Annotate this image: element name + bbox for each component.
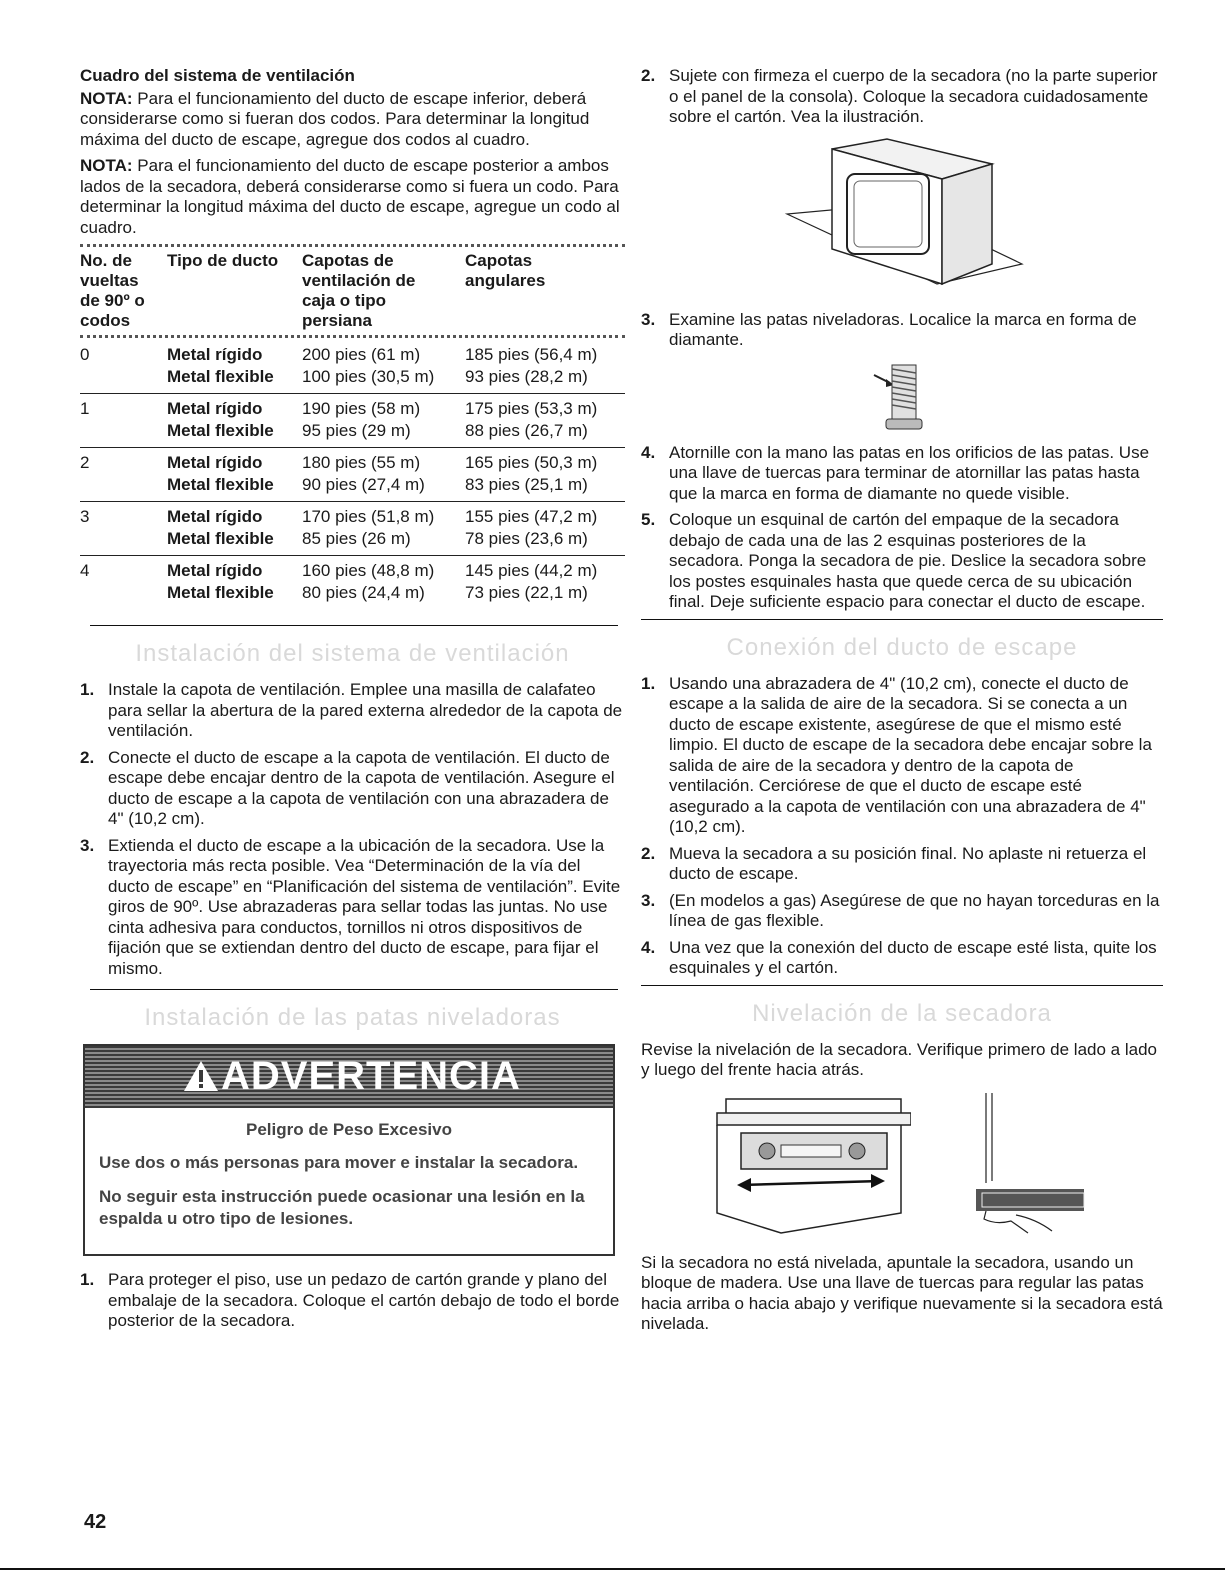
leveling-intro: Revise la nivelación de la secadora. Verifique primero de lado a lado y luego del frente hacia atrás. <box>641 1039 1157 1079</box>
cell-box <box>302 340 465 394</box>
vent-chart-heading: Cuadro del sistema de ventilación <box>80 66 355 85</box>
step-item <box>641 510 1163 613</box>
step-text: Examine las patas niveladoras. Localice la marca en forma de diamante. <box>669 309 1137 349</box>
warning-body <box>85 1108 613 1252</box>
duct-flex: Metal flexible <box>167 528 274 548</box>
cell-angled <box>465 448 625 502</box>
step-item <box>641 443 1163 505</box>
header-line: Tipo de ducto <box>167 251 279 270</box>
value: 170 pies (51,8 m) <box>302 507 435 526</box>
step-text: Sujete con firmeza el cuerpo de la secadora (no la parte superior o el panel de la consola). Coloque la secadora cuidadosamente sobre el cartón. Vea la ilustración. <box>669 66 1158 126</box>
step-item <box>641 891 1163 932</box>
value: 180 pies (55 m) <box>302 453 421 472</box>
cell-box <box>302 394 465 448</box>
step-item <box>641 844 1163 885</box>
cell-duct-type <box>167 556 302 610</box>
header-line: vueltas <box>80 271 139 290</box>
value: 88 pies (26,7 m) <box>465 420 588 440</box>
step-number: 5. <box>641 510 656 529</box>
table-header-divider <box>80 335 625 338</box>
value: 73 pies (22,1 m) <box>465 582 588 602</box>
header-line: codos <box>80 311 131 330</box>
leveling-legs-steps <box>80 1270 625 1332</box>
note-text: Para el funcionamiento del ducto de escape inferior, deberá considerarse como si fueran dos codos. Para determinar la longitud máxima del ducto de escape, agregue dos codos al cuadro. <box>80 88 590 149</box>
step-item <box>641 938 1163 979</box>
step-number: 2. <box>641 843 656 863</box>
page-number: 42 <box>84 1511 107 1533</box>
step-number: 2. <box>641 66 656 85</box>
step-number: 4. <box>641 442 656 462</box>
cell-duct-type <box>167 448 302 502</box>
note-bottom-exhaust <box>80 89 625 151</box>
duct-flex: Metal flexible <box>167 582 274 602</box>
warning-line: Use dos o más personas para mover e instalar la secadora. <box>99 1153 579 1172</box>
leveling-illustrations <box>641 1093 1163 1243</box>
section-divider <box>641 619 1163 620</box>
cell-turns: 0 <box>80 345 90 364</box>
header-turns <box>80 251 167 331</box>
step-item <box>641 674 1163 838</box>
section-title-vent-install: Instalación del sistema de ventilación <box>135 640 570 667</box>
cell-angled <box>465 502 625 556</box>
table-header-row <box>80 251 625 331</box>
exhaust-connection-steps <box>641 674 1163 979</box>
cell-angled <box>465 340 625 394</box>
duct-flex: Metal flexible <box>167 420 274 440</box>
table-row <box>80 394 625 448</box>
table-row <box>80 556 625 610</box>
step-text: (En modelos a gas) Asegúrese de que no hayan torceduras en la línea de gas flexible. <box>669 890 1160 930</box>
warning-banner <box>85 1046 613 1108</box>
left-column <box>80 66 625 1338</box>
step-text: Instale la capota de ventilación. Emplee una masilla de calafateo para sellar la abertura de la pared externa alrededor de la capota de ventilación. <box>108 680 623 740</box>
step-text: Una vez que la conexión del ducto de escape esté lista, quite los esquinales y el cartón. <box>669 937 1157 977</box>
header-line: persiana <box>302 311 372 330</box>
header-line: caja o tipo <box>302 291 387 310</box>
cell-box <box>302 502 465 556</box>
value: 90 pies (27,4 m) <box>302 474 425 494</box>
value: 200 pies (61 m) <box>302 345 421 364</box>
cell-duct-type <box>167 502 302 556</box>
cell-turns: 4 <box>80 556 167 610</box>
header-line: angulares <box>465 271 546 290</box>
note-text: Para el funcionamiento del ducto de escape posterior a ambos lados de la secadora, deberá considerarse como si fuera un codo. Para determinar la longitud máxima del ducto de escape, agregue un codo al cuadro. <box>80 156 620 237</box>
duct-flex: Metal flexible <box>167 366 274 386</box>
header-line: ventilación de <box>302 271 416 290</box>
dryer-side-level-illustration <box>956 1093 1086 1238</box>
step-number: 1. <box>641 673 656 693</box>
note-label: NOTA: <box>80 88 133 108</box>
step-text: Conecte el ducto de escape a la capota de ventilación. El ducto de escape debe encajar dentro de la capota de ventilación. Asegure el ducto de escape a la capota de ventilación con una abrazadera de 4" (10,2 cm). <box>108 747 615 828</box>
step-text: Mueva la secadora a su posición final. No aplaste ni retuerza el ducto de escape. <box>669 843 1147 883</box>
value: 160 pies (48,8 m) <box>302 561 435 580</box>
step-text: Coloque un esquinal de cartón del empaque de la secadora debajo de cada una de las 2 esquinas posteriores de la secadora. Ponga la secadora de pie. Deslice la secadora sobre los postes esquinales hasta que quede cerca de su ubicación final. Deje suficiente espacio para conectar el ducto de escape. <box>669 510 1147 611</box>
section-title-exhaust-connection: Conexión del ducto de escape <box>726 633 1078 661</box>
header-duct-type <box>167 251 302 331</box>
value: 85 pies (26 m) <box>302 528 411 548</box>
cell-box <box>302 448 465 502</box>
step-text: Para proteger el piso, use un pedazo de cartón grande y plano del embalaje de la secadora. Coloque el cartón debajo de todo el borde posterior de la secadora. <box>108 1270 620 1330</box>
step-item <box>80 836 625 980</box>
duct-rigid: Metal rígido <box>167 561 263 580</box>
table-row <box>80 502 625 556</box>
step-text: Usando una abrazadera de 4" (10,2 cm), conecte el ducto de escape a la salida de aire de la secadora. Si se conecta a un ducto de escape existente, asegúrese de que el mismo esté limpio. El ducto de escape de la secadora debe encajar sobre la salida de aire de la secadora y dentro de la capota de ventilación. Cerciórese de que el ducto de escape esté asegurado a la capota de ventilación con una abrazadera de 4" (10,2 cm). <box>669 673 1152 836</box>
dryer-on-cardboard-illustration <box>777 134 1027 304</box>
value: 155 pies (47,2 m) <box>465 507 598 526</box>
vent-length-table <box>80 251 625 609</box>
header-line: Capotas de <box>302 251 394 270</box>
step-text: Extienda el ducto de escape a la ubicación de la secadora. Use la trayectoria más recta posible. Vea “Determinación de la vía del ducto de escape” en “Planificación del sistema de ventilación”. Evite giros de 90º. Use abrazaderas para sellar todas las juntas. No use cinta adhesiva para conductos, tornillos ni otros dispositivos de fijación que se extiendan dentro del ducto de escape, para fijar el mismo. <box>108 835 621 978</box>
note-rear-exhaust <box>80 156 625 238</box>
step-number: 1. <box>80 680 95 699</box>
header-line: Capotas <box>465 251 533 270</box>
cell-turns: 3 <box>80 502 167 556</box>
footer-rule <box>0 1568 1225 1570</box>
value: 185 pies (56,4 m) <box>465 345 598 364</box>
value: 93 pies (28,2 m) <box>465 366 588 386</box>
step-item <box>80 680 625 742</box>
table-top-divider <box>80 244 625 247</box>
cell-duct-type <box>167 340 302 394</box>
vent-install-steps <box>80 680 625 979</box>
cell-angled <box>465 556 625 610</box>
step-number: 4. <box>641 937 656 957</box>
step-item <box>641 66 1163 128</box>
right-column <box>641 66 1163 1335</box>
duct-rigid: Metal rígido <box>167 507 263 526</box>
value: 95 pies (29 m) <box>302 420 411 440</box>
section-title-dryer-leveling: Nivelación de la secadora <box>752 999 1052 1027</box>
duct-rigid: Metal rígido <box>167 399 263 418</box>
table-row <box>80 340 625 394</box>
leveling-legs-steps-cont <box>641 66 1163 128</box>
warning-title: ADVERTENCIA <box>221 1054 521 1098</box>
duct-rigid: Metal rígido <box>167 453 263 472</box>
warning-subtitle: Peligro de Peso Excesivo <box>246 1120 452 1139</box>
value: 78 pies (23,6 m) <box>465 528 588 548</box>
step-number: 3. <box>80 835 95 855</box>
section-divider <box>641 985 1163 986</box>
cell-box <box>302 556 465 610</box>
leveling-legs-steps-cont <box>641 310 1163 351</box>
note-label: NOTA: <box>80 156 133 175</box>
duct-flex: Metal flexible <box>167 474 274 494</box>
leveling-leg-illustration <box>872 357 932 437</box>
section-title-leveling-legs: Instalación de las patas niveladoras <box>144 1004 561 1031</box>
cell-turns: 2 <box>80 448 167 502</box>
value: 165 pies (50,3 m) <box>465 453 598 472</box>
step-number: 3. <box>641 309 656 329</box>
table-row <box>80 448 625 502</box>
step-number: 2. <box>80 747 95 767</box>
value: 100 pies (30,5 m) <box>302 366 435 386</box>
step-text: Atornille con la mano las patas en los orificios de las patas. Use una llave de tuercas para terminar de atornillar las patas hasta que la marca en forma de diamante no quede visible. <box>669 442 1150 503</box>
warning-box <box>83 1044 615 1256</box>
step-number: 1. <box>80 1270 95 1289</box>
leveling-legs-steps-cont <box>641 443 1163 613</box>
duct-rigid: Metal rígido <box>167 345 263 364</box>
step-number: 3. <box>641 890 656 910</box>
leveling-adjust-text: Si la secadora no está nivelada, apuntale la secadora, usando un bloque de madera. Use una llave de tuercas para regular las patas hacia arriba o hacia abajo y verifique nuevamente si la secadora está nivelada. <box>641 1252 1163 1333</box>
section-divider <box>90 625 618 626</box>
step-item <box>641 310 1163 351</box>
value: 190 pies (58 m) <box>302 399 421 418</box>
warning-line: No seguir esta instrucción puede ocasionar una lesión en la espalda u otro tipo de lesiones. <box>99 1187 585 1228</box>
header-box-hoods <box>302 251 465 331</box>
step-item <box>80 748 625 830</box>
header-line: de 90º o <box>80 291 145 310</box>
cell-angled <box>465 394 625 448</box>
header-line: No. de <box>80 251 132 270</box>
cell-turns: 1 <box>80 394 167 448</box>
section-divider <box>90 989 618 990</box>
value: 83 pies (25,1 m) <box>465 474 588 494</box>
header-angled-hoods <box>465 251 625 331</box>
value: 145 pies (44,2 m) <box>465 561 598 580</box>
value: 175 pies (53,3 m) <box>465 399 598 418</box>
cell-duct-type <box>167 394 302 448</box>
dryer-front-level-illustration <box>711 1093 911 1238</box>
step-item <box>80 1270 625 1332</box>
value: 80 pies (24,4 m) <box>302 582 425 602</box>
warning-triangle-icon <box>183 1060 219 1092</box>
